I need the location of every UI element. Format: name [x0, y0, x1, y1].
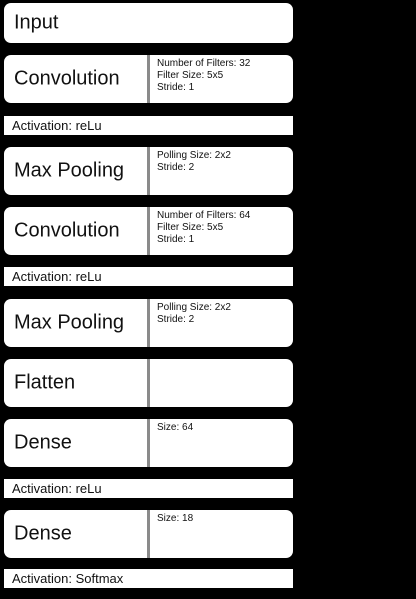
- max-pooling-layer-2-block: [4, 299, 293, 347]
- param-stride: Stride: 1: [157, 234, 195, 245]
- dense-layer-1-params: [157, 422, 193, 434]
- layer-divider: [147, 147, 150, 195]
- dense-layer-2-label: Dense: [14, 522, 72, 545]
- layer-divider: [147, 359, 150, 407]
- dense-layer-2-block: [4, 510, 293, 558]
- param-stride: Stride: 2: [157, 314, 195, 325]
- param-size: Size: 18: [157, 513, 194, 524]
- activation-4-label: Activation: Softmax: [4, 569, 293, 588]
- max-pooling-layer-2-label: Max Pooling: [14, 311, 125, 334]
- param-filter-size: Filter Size: 5x5: [157, 70, 224, 81]
- max-pooling-layer-2-params: [157, 302, 231, 326]
- layer-divider: [147, 510, 150, 558]
- input-layer-block: [4, 3, 293, 43]
- flatten-layer-label: Flatten: [14, 371, 76, 394]
- param-size: Size: 64: [157, 422, 194, 433]
- param-pool-size: Polling Size: 2x2: [157, 302, 231, 313]
- param-stride: Stride: 1: [157, 82, 195, 93]
- activation-1-label: Activation: reLu: [4, 116, 293, 135]
- flatten-layer-block: [4, 359, 293, 407]
- layer-divider: [147, 55, 150, 103]
- max-pooling-layer-1-label: Max Pooling: [14, 159, 125, 182]
- max-pooling-layer-1-params: [157, 150, 231, 174]
- layer-divider: [147, 299, 150, 347]
- param-filter-size: Filter Size: 5x5: [157, 222, 224, 233]
- convolution-layer-2-label: Convolution: [14, 219, 120, 242]
- param-filters: Number of Filters: 64: [157, 210, 251, 221]
- convolution-layer-2-block: [4, 207, 293, 255]
- input-layer-label: Input: [14, 11, 59, 34]
- convolution-layer-1-params: [157, 58, 250, 94]
- convolution-layer-2-params: [157, 210, 250, 246]
- layer-divider: [147, 207, 150, 255]
- param-filters: Number of Filters: 32: [157, 58, 251, 69]
- activation-3-label: Activation: reLu: [4, 479, 293, 498]
- param-stride: Stride: 2: [157, 162, 195, 173]
- dense-layer-1-label: Dense: [14, 431, 72, 454]
- layer-divider: [147, 419, 150, 467]
- param-pool-size: Polling Size: 2x2: [157, 150, 231, 161]
- max-pooling-layer-1-block: [4, 147, 293, 195]
- dense-layer-1-block: [4, 419, 293, 467]
- convolution-layer-1-block: [4, 55, 293, 103]
- dense-layer-2-params: [157, 513, 193, 525]
- convolution-layer-1-label: Convolution: [14, 67, 120, 90]
- activation-2-label: Activation: reLu: [4, 267, 293, 286]
